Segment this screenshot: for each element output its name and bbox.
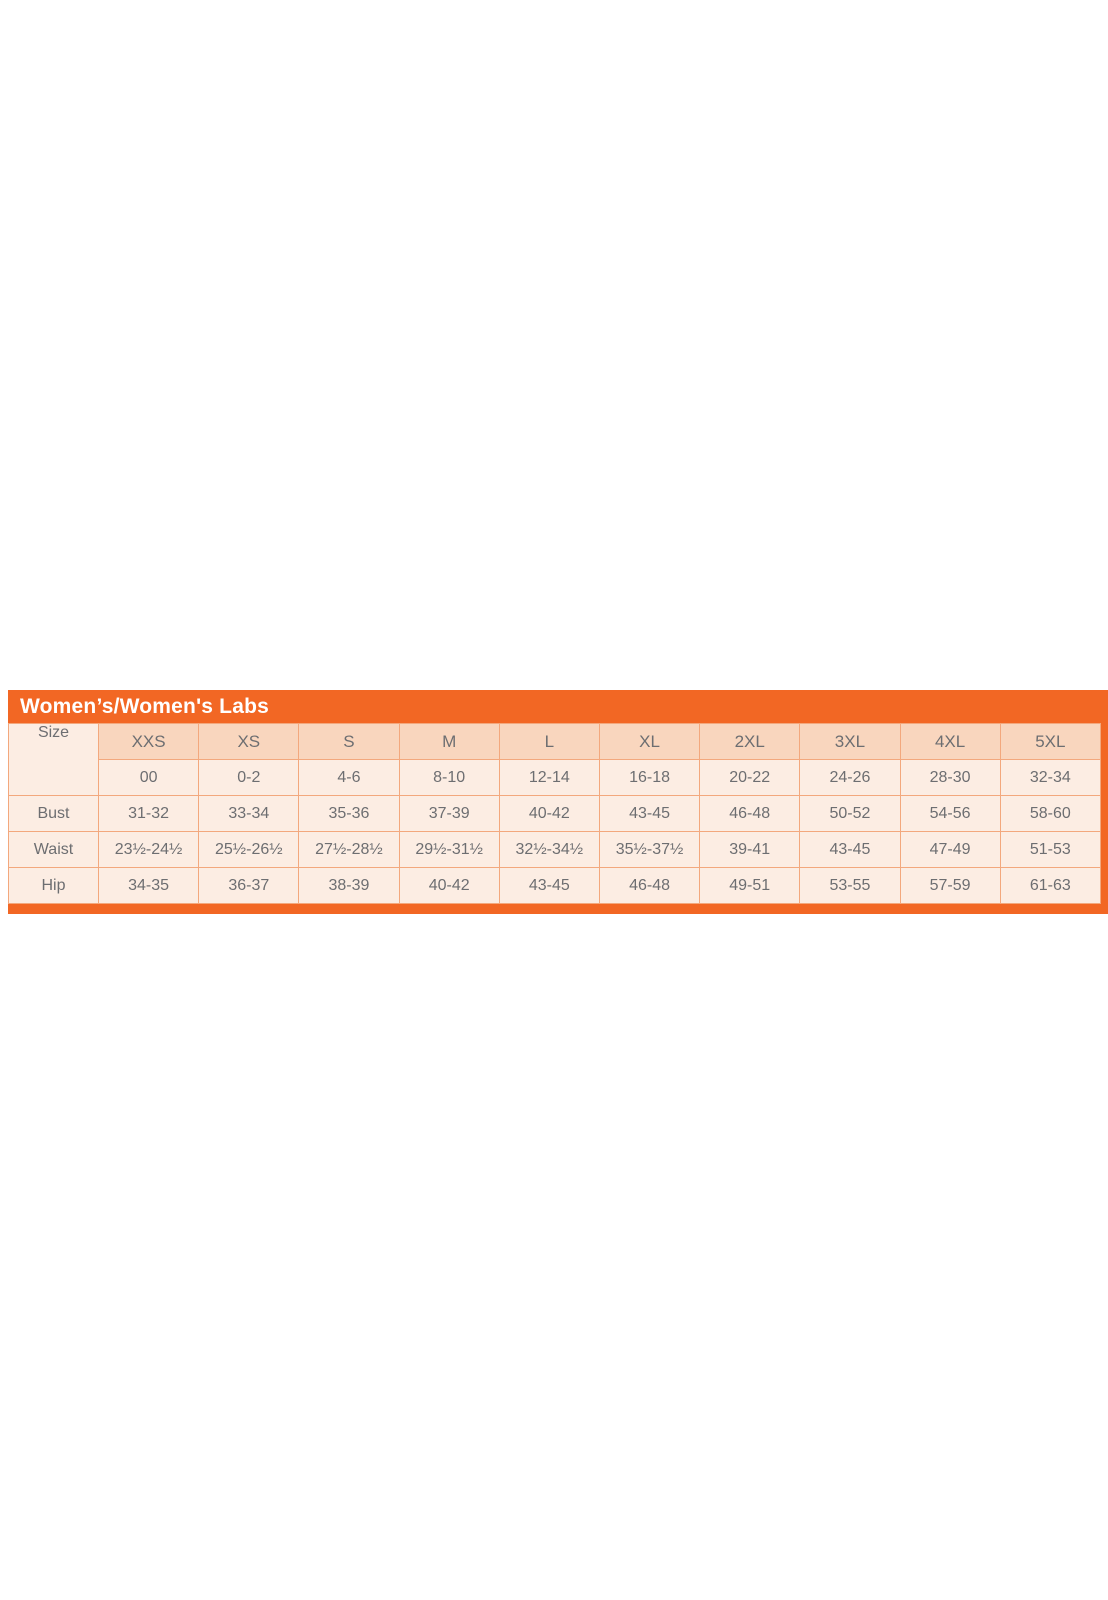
size-header-xxs: XXS <box>99 724 199 760</box>
numeric-size-cell: 4-6 <box>299 760 399 796</box>
numeric-size-cell: 8-10 <box>399 760 499 796</box>
size-header-row <box>9 724 1101 760</box>
measurement-cell: 27½-28½ <box>299 832 399 868</box>
size-header-5xl: 5XL <box>1000 724 1100 760</box>
measurement-cell: 33-34 <box>199 796 299 832</box>
measurement-cell: 43-45 <box>800 832 900 868</box>
measurement-cell: 40-42 <box>399 868 499 904</box>
measurement-row-bust <box>9 796 1101 832</box>
measurement-cell: 43-45 <box>599 796 699 832</box>
measurement-cell: 46-48 <box>599 868 699 904</box>
numeric-size-cell: 32-34 <box>1000 760 1100 796</box>
numeric-size-cell: 00 <box>99 760 199 796</box>
size-chart-table <box>8 723 1101 904</box>
row-label-waist: Waist <box>9 832 99 868</box>
numeric-size-cell: 16-18 <box>599 760 699 796</box>
measurement-cell: 57-59 <box>900 868 1000 904</box>
row-label-hip: Hip <box>9 868 99 904</box>
size-header-l: L <box>499 724 599 760</box>
numeric-size-cell: 0-2 <box>199 760 299 796</box>
size-header-2xl: 2XL <box>700 724 800 760</box>
measurement-cell: 35½-37½ <box>599 832 699 868</box>
measurement-row-waist <box>9 832 1101 868</box>
measurement-cell: 53-55 <box>800 868 900 904</box>
measurement-cell: 50-52 <box>800 796 900 832</box>
measurement-cell: 38-39 <box>299 868 399 904</box>
size-header-s: S <box>299 724 399 760</box>
numeric-size-cell: 24-26 <box>800 760 900 796</box>
measurement-cell: 54-56 <box>900 796 1000 832</box>
measurement-cell: 25½-26½ <box>199 832 299 868</box>
measurement-cell: 34-35 <box>99 868 199 904</box>
measurement-cell: 37-39 <box>399 796 499 832</box>
measurement-cell: 40-42 <box>499 796 599 832</box>
measurement-cell: 58-60 <box>1000 796 1100 832</box>
measurement-cell: 32½-34½ <box>499 832 599 868</box>
measurement-cell: 61-63 <box>1000 868 1100 904</box>
measurement-cell: 51-53 <box>1000 832 1100 868</box>
measurement-cell: 23½-24½ <box>99 832 199 868</box>
size-header-3xl: 3XL <box>800 724 900 760</box>
measurement-cell: 49-51 <box>700 868 800 904</box>
measurement-cell: 47-49 <box>900 832 1000 868</box>
size-header-xl: XL <box>599 724 699 760</box>
size-chart-title: Women’s/Women's Labs <box>20 695 269 718</box>
row-label-bust: Bust <box>9 796 99 832</box>
size-header-m: M <box>399 724 499 760</box>
measurement-cell: 39-41 <box>700 832 800 868</box>
measurement-cell: 29½-31½ <box>399 832 499 868</box>
size-header-xs: XS <box>199 724 299 760</box>
measurement-cell: 43-45 <box>499 868 599 904</box>
size-chart-panel <box>8 690 1108 914</box>
measurement-cell: 31-32 <box>99 796 199 832</box>
measurement-cell: 46-48 <box>700 796 800 832</box>
measurement-cell: 35-36 <box>299 796 399 832</box>
corner-label-size: Size <box>9 724 99 796</box>
numeric-size-cell: 12-14 <box>499 760 599 796</box>
numeric-size-cell: 20-22 <box>700 760 800 796</box>
numeric-size-row <box>9 760 1101 796</box>
size-header-4xl: 4XL <box>900 724 1000 760</box>
measurement-cell: 36-37 <box>199 868 299 904</box>
measurement-row-hip <box>9 868 1101 904</box>
numeric-size-cell: 28-30 <box>900 760 1000 796</box>
